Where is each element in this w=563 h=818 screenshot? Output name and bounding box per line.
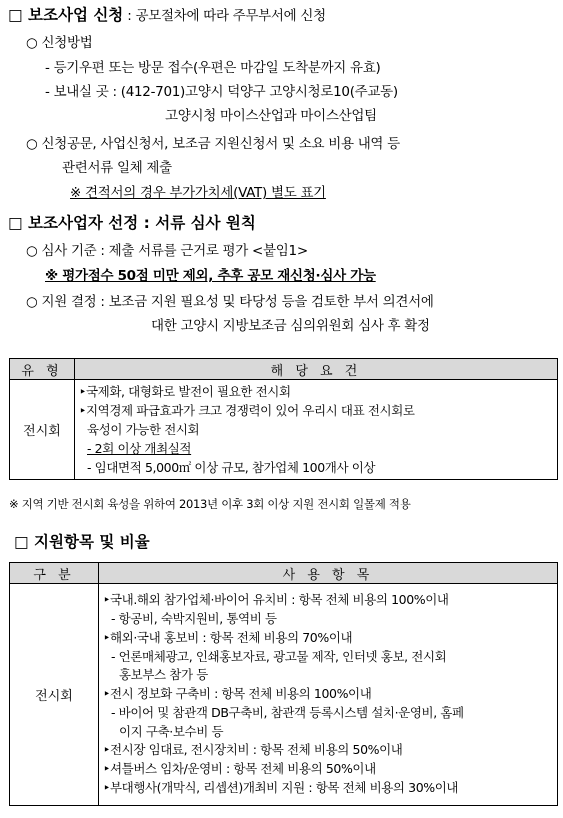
table-header-type: 유 형 (10, 359, 75, 380)
documents-line1: ○ 신청공문, 사업신청서, 보조금 지원신청서 및 소요 비용 내역 등 (26, 136, 400, 152)
item-line: ‣셔틀버스 임차/운영비 : 항목 전체 비용의 50%이내 (103, 761, 376, 777)
section-selection-title: □ 보조사업자 선정 : 서류 심사 원칙 (8, 214, 256, 232)
section-application-heading (8, 3, 326, 25)
item-line: - 언론매체광고, 인쇄홍보자료, 광고물 제작, 인터넷 홍보, 전시회 (111, 648, 447, 664)
item-line: ‣부대행사(개막식, 리셉션)개최비 지원 : 항목 전체 비용의 30%이내 (103, 780, 459, 796)
section-title: □ 보조사업 신청 (8, 6, 124, 24)
req-line: - 2회 이상 개최실적 (87, 441, 192, 456)
requirements-table (9, 358, 558, 480)
req-line: ‣국제화, 대형화로 발전이 필요한 전시회 (79, 384, 291, 399)
item-line: ‣전시장 임대료, 전시장치비 : 항목 전체 비용의 50%이내 (103, 742, 403, 758)
row-label-exhibition: 전시회 (10, 584, 99, 806)
item-line: ‣국내.해외 참가업체·바이어 유치비 : 항목 전체 비용의 100%이내 (103, 592, 449, 608)
item-line: 홍보부스 참가 등 (119, 667, 208, 683)
support-items-cell (99, 584, 558, 806)
req-line: ‣지역경제 파급효과가 크고 경쟁력이 있어 우리시 대표 전시회로 (79, 403, 415, 418)
vat-note: ※ 견적서의 경우 부가가치세(VAT) 별도 표기 (70, 185, 326, 201)
item-line: - 바이어 및 참관객 DB구축비, 참관객 등록시스템 설치·운영비, 홈페 (111, 704, 464, 720)
row-label-exhibition: 전시회 (10, 380, 75, 480)
section-subtitle: : 공모절차에 따라 주무부서에 신청 (123, 8, 326, 24)
item-line: - 항공비, 숙박지원비, 통역비 등 (111, 610, 277, 626)
item-line: 이지 구축·보수비 등 (119, 723, 224, 739)
footnote: ※ 지역 기반 전시회 육성을 위하여 2013년 이후 3회 이상 지원 전시회 일몰제 적용 (9, 497, 411, 511)
criteria-line: ○ 심사 기준 : 제출 서류를 근거로 평가 <붙임1> (26, 243, 308, 259)
req-line: 육성이 가능한 전시회 (87, 422, 200, 437)
score-note: ※ 평가점수 50점 미만 제외, 추후 공모 재신청·심사 가능 (45, 268, 376, 284)
method-title: ○ 신청방법 (26, 35, 93, 51)
support-items-table (9, 562, 558, 806)
item-line: ‣전시 정보화 구축비 : 항목 전체 비용의 100%이내 (103, 686, 372, 702)
table-header-category: 구 분 (10, 563, 99, 584)
documents-line2: 관련서류 일체 제출 (62, 160, 172, 176)
decision-line1: ○ 지원 결정 : 보조금 지원 필요성 및 타당성 등을 검토한 부서 의견서에 (26, 294, 434, 310)
requirements-cell (75, 380, 558, 480)
method-line-address: - 보내실 곳 : (412-701)고양시 덕양구 고양시청로10(주교동) (45, 84, 398, 100)
table-header-items: 사 용 항 목 (99, 563, 558, 584)
item-line: ‣해외·국내 홍보비 : 항목 전체 비용의 70%이내 (103, 629, 353, 645)
req-line: - 임대면적 5,000㎡ 이상 규모, 참가업체 100개사 이상 (87, 460, 376, 475)
table-header-requirements: 해 당 요 건 (75, 359, 558, 380)
method-line-mail: - 등기우편 또는 방문 접수(우편은 마감일 도착분까지 유효) (45, 60, 381, 76)
method-line-office: 고양시청 마이스산업과 마이스산업팀 (165, 108, 377, 124)
decision-line2: 대한 고양시 지방보조금 심의위원회 심사 후 확정 (151, 318, 430, 334)
section-support-title: □ 지원항목 및 비율 (14, 533, 150, 551)
